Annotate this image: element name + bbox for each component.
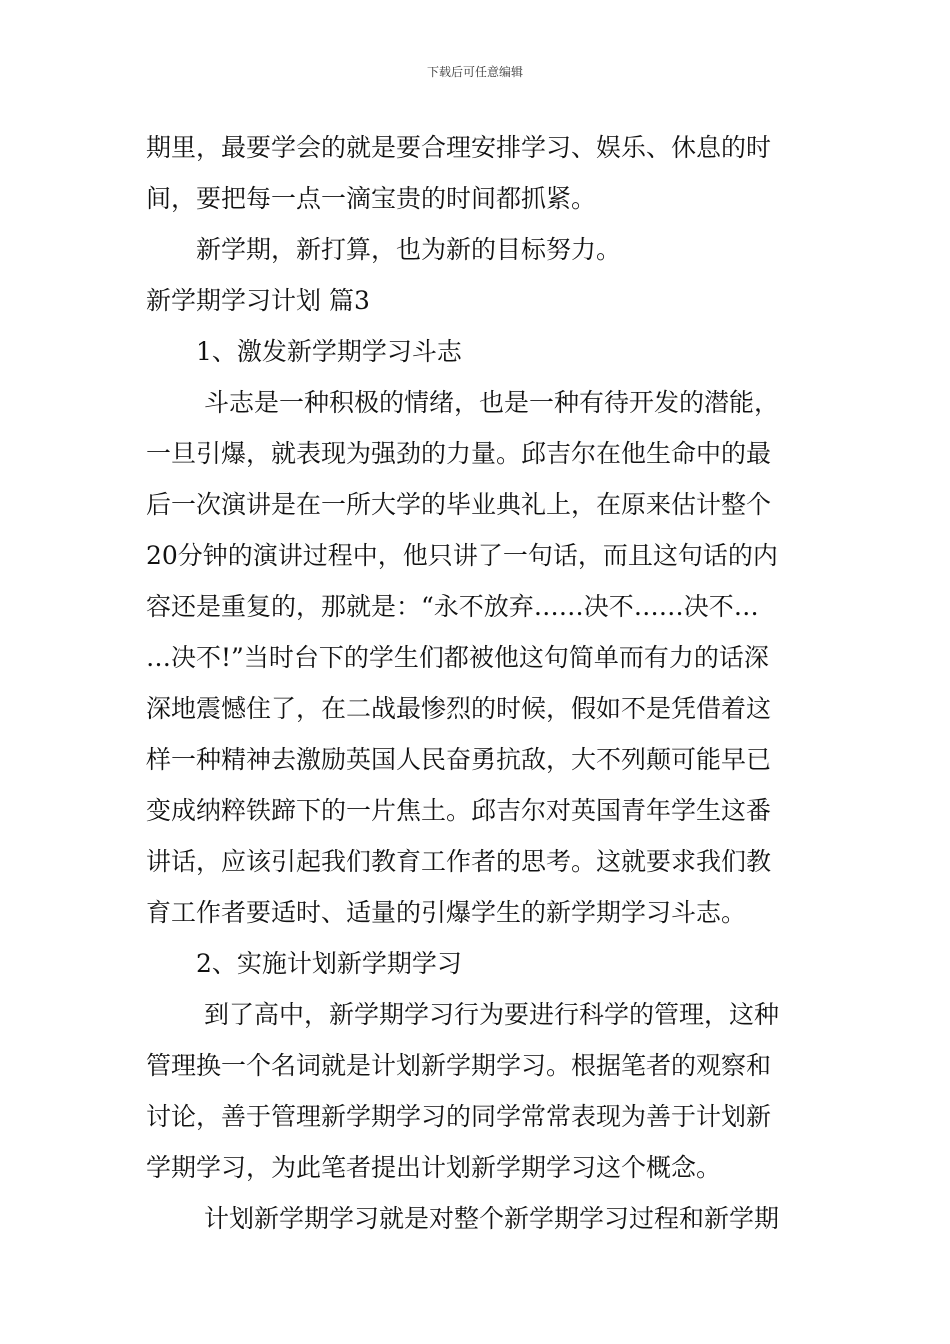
text-line-2: 间，要把每一点一滴宝贵的时间都抓紧。 — [146, 184, 597, 213]
text-line-21: 学期学习，为此笔者提出计划新学期学习这个概念。 — [146, 1153, 722, 1182]
text-line-15: 讲话，应该引起我们教育工作者的思考。这就要求我们教 — [146, 847, 772, 876]
text-line-8: 后一次演讲是在一所大学的毕业典礼上，在原来估计整个 — [146, 490, 772, 519]
text-line-1: 期里，最要学会的就是要合理安排学习、娱乐、休息的时 — [146, 133, 772, 162]
text-line-18: 到了高中，新学期学习行为要进行科学的管理，这种 — [204, 1000, 780, 1029]
section-heading: 新学期学习计划 篇3 — [146, 286, 370, 315]
text-line-9: 20分钟的演讲过程中，他只讲了一句话，而且这句话的内 — [146, 541, 778, 570]
text-line-7: 一旦引爆，就表现为强劲的力量。邱吉尔在他生命中的最 — [146, 439, 772, 468]
text-line-20: 讨论，善于管理新学期学习的同学常常表现为善于计划新 — [146, 1102, 772, 1131]
text-line-16: 育工作者要适时、适量的引爆学生的新学期学习斗志。 — [146, 898, 747, 927]
text-line-6: 斗志是一种积极的情绪，也是一种有待开发的潜能， — [204, 388, 780, 417]
subheading-1: 1、激发新学期学习斗志 — [196, 337, 462, 366]
text-line-3: 新学期，新打算，也为新的目标努力。 — [196, 235, 622, 264]
text-line-11: …决不!”当时台下的学生们都被他这句简单而有力的话深 — [146, 643, 769, 672]
text-line-19: 管理换一个名词就是计划新学期学习。根据笔者的观察和 — [146, 1051, 772, 1080]
page-header: 下载后可任意编辑 — [426, 65, 523, 79]
document-body — [146, 122, 812, 1244]
text-line-12: 深地震憾住了，在二战最惨烈的时候，假如不是凭借着这 — [146, 694, 772, 723]
subheading-2: 2、实施计划新学期学习 — [196, 949, 462, 978]
text-line-14: 变成纳粹铁蹄下的一片焦土。邱吉尔对英国青年学生这番 — [146, 796, 772, 825]
text-line-22: 计划新学期学习就是对整个新学期学习过程和新学期 — [204, 1204, 780, 1233]
text-line-13: 样一种精神去激励英国人民奋勇抗敌，大不列颠可能早已 — [146, 745, 772, 774]
text-line-10: 容还是重复的，那就是：“永不放弃……决不……决不… — [146, 592, 759, 621]
